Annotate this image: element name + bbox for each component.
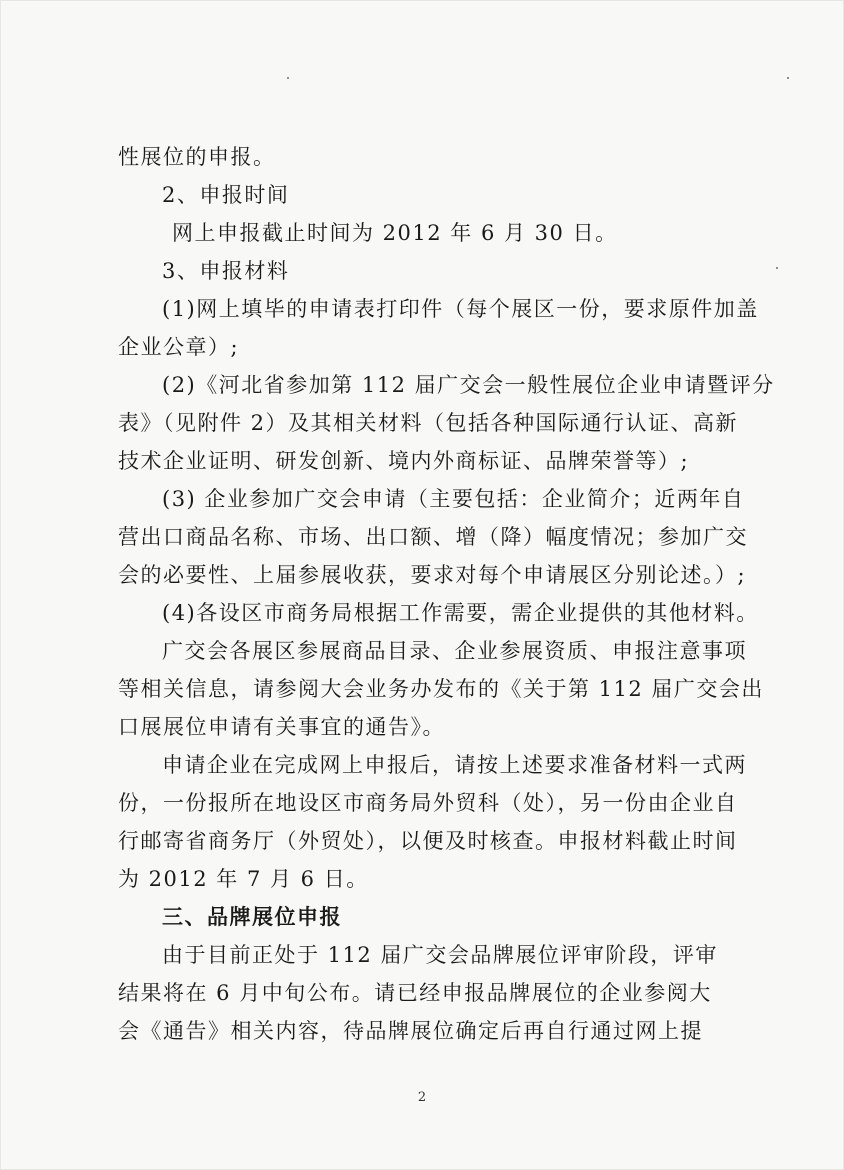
text-line: (3) 企业参加广交会申请（主要包括：企业简介；近两年自 xyxy=(162,487,745,511)
text-line: 性展位的申报。 xyxy=(118,145,276,169)
text-line: 会《通告》相关内容，待品牌展位确定后再自行通过网上提 xyxy=(118,1019,703,1043)
text-line: 会的必要性、上届参展收获，要求对每个申请展区分别论述。）; xyxy=(118,563,747,587)
text-line: 结果将在 6 月中旬公布。请已经申报品牌展位的企业参阅大 xyxy=(118,981,712,1005)
scan-speck xyxy=(776,267,778,269)
scan-speck xyxy=(787,77,789,79)
text-line: 广交会各展区参展商品目录、企业参展资质、申报注意事项 xyxy=(162,639,747,663)
text-line: (2)《河北省参加第 112 届广交会一般性展位企业申请暨评分 xyxy=(162,373,775,397)
text-line: 营出口商品名称、市场、出口额、增（降）幅度情况；参加广交 xyxy=(118,525,748,549)
section-subheading: 3、申报材料 xyxy=(162,259,290,283)
text-line: 行邮寄省商务厅（外贸处），以便及时核查。申报材料截止时间 xyxy=(118,829,738,853)
text-line: 网上申报截止时间为 2012 年 6 月 30 日。 xyxy=(172,221,618,245)
text-line: 份，一份报所在地设区市商务局外贸科（处），另一份由企业自 xyxy=(118,791,738,815)
text-line: 口展展位申请有关事宜的通告》。 xyxy=(118,715,445,739)
text-line: 等相关信息，请参阅大会业务办发布的《关于第 112 届广交会出 xyxy=(118,677,764,701)
text-line: (4)各设区市商务局根据工作需要，需企业提供的其他材料。 xyxy=(162,601,759,625)
text-line: 申请企业在完成网上申报后，请按上述要求准备材料一式两 xyxy=(162,753,747,777)
text-line: 由于目前正处于 112 届广交会品牌展位评审阶段，评审 xyxy=(162,943,718,967)
section-heading: 三、品牌展位申报 xyxy=(162,904,342,929)
document-body xyxy=(118,138,775,1050)
text-line: 表》（见附件 2）及其相关材料（包括各种国际通行认证、高新 xyxy=(118,411,739,435)
text-line: (1)网上填毕的申请表打印件（每个展区一份，要求原件加盖 xyxy=(162,297,759,321)
page-number: 2 xyxy=(417,1090,427,1105)
scan-speck xyxy=(287,77,289,79)
text-line: 技术企业证明、研发创新、境内外商标证、品牌荣誉等）; xyxy=(118,449,690,473)
section-subheading: 2、申报时间 xyxy=(162,183,290,207)
text-line: 企业公章）; xyxy=(118,335,240,359)
text-line: 为 2012 年 7 月 6 日。 xyxy=(118,867,369,891)
